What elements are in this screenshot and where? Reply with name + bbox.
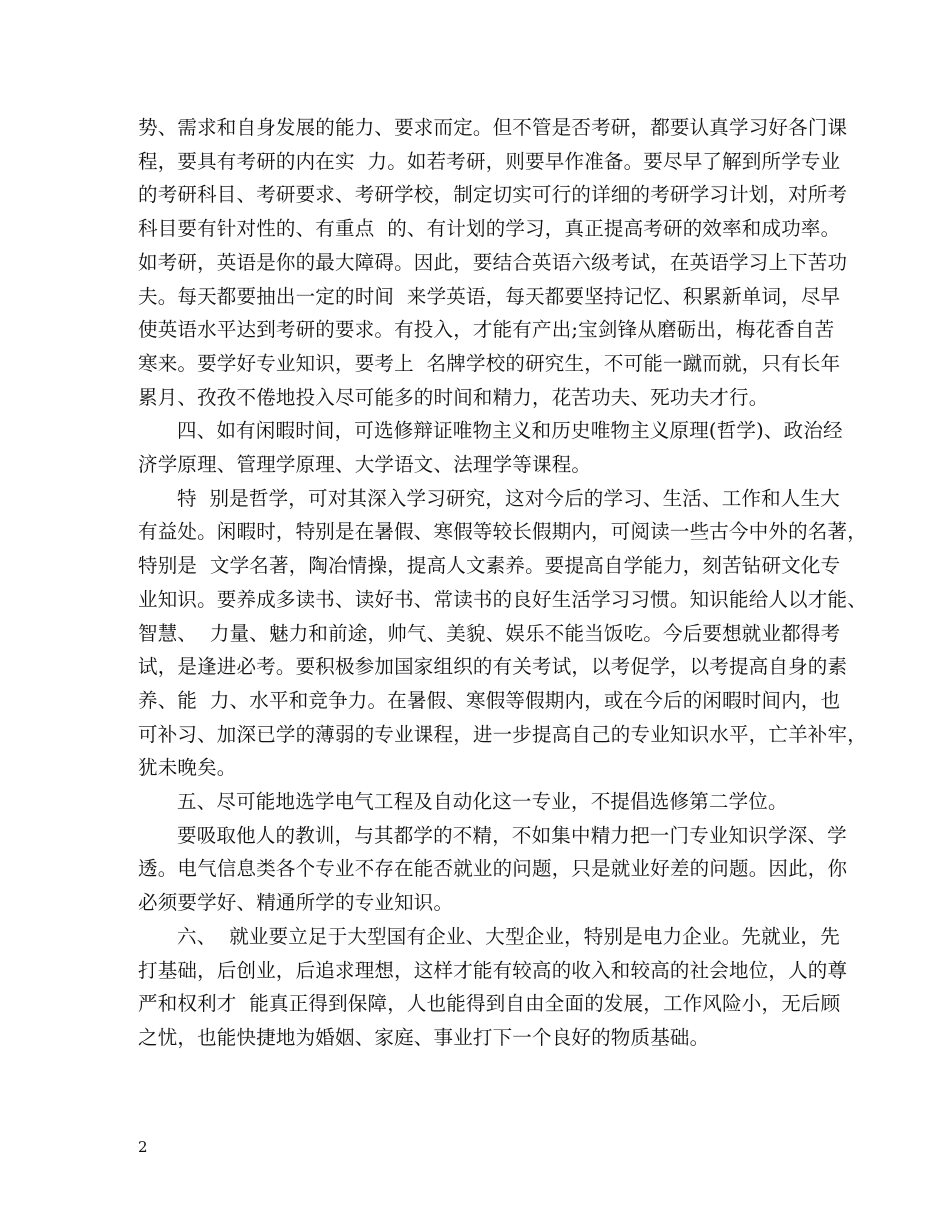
text-line: 特别是 文学名著，陶冶情操，提高人文素养。要提高自学能力，刻苦钻研文化专 [138, 554, 841, 578]
text-line: 六、 就业要立足于大型国有企业、大型企业，特别是电力企业。先就业，先 [177, 924, 840, 948]
text-line: 有益处。闲暇时，特别是在暑假、寒假等较长假期内，可阅读一些古今中外的名著， [138, 520, 867, 544]
page-number: 2 [138, 1138, 148, 1156]
text-line: 累月、孜孜不倦地投入尽可能多的时间和精力，花苦功夫、死功夫才行。 [138, 385, 769, 409]
text-line: 透。电气信息类各个专业不存在能否就业的问题，只是就业好差的问题。因此，你 [138, 857, 848, 881]
text-line: 必须要学好、精通所学的专业知识。 [138, 891, 454, 915]
text-line: 科目要有针对性的、有重点 的、有计划的学习，真正提高考研的效率和成功率。 [138, 217, 841, 241]
text-line: 如考研，英语是你的最大障碍。因此，要结合英语六级考试，在英语学习上下苦功 [138, 250, 848, 274]
text-line: 夫。每天都要抽出一定的时间 来学英语，每天都要坚持记忆、积累新单词，尽早 [138, 284, 841, 308]
text-line: 严和权利才 能真正得到保障，人也能得到自由全面的发展，工作风险小，无后顾 [138, 992, 841, 1016]
text-line: 特 别是哲学，可对其深入学习研究，这对今后的学习、生活、工作和人生大 [177, 486, 840, 510]
text-line: 试，是逢进必考。要积极参加国家组织的有关考试，以考促学，以考提高自身的素 [138, 655, 848, 679]
text-line: 寒来。要学好专业知识，要考上 名牌学校的研究生，不可能一蹴而就，只有长年 [138, 351, 841, 375]
text-line: 济学原理、管理学原理、大学语文、法理学等课程。 [138, 453, 592, 476]
text-line: 势、需求和自身发展的能力、要求而定。但不管是否考研，都要认真学习好各门课 [138, 116, 848, 139]
text-line: 业知识。要养成多读书、读好书、常读书的良好生活学习习惯。知识能给人以才能、 [138, 587, 867, 611]
text-line: 四、如有闲暇时间，可选修辩证唯物主义和历史唯物主义原理(哲学)、政治经 [177, 419, 843, 443]
text-line: 五、尽可能地选学电气工程及自动化这一专业，不提倡选修第二学位。 [177, 790, 788, 813]
text-line: 犹未晚矣。 [138, 756, 237, 780]
text-line: 养、能 力、水平和竞争力。在暑假、寒假等假期内，或在今后的闲暇时间内，也 [138, 688, 841, 712]
text-line: 智慧、 力量、魅力和前途，帅气、美貌、娱乐不能当饭吃。今后要想就业都得考 [138, 621, 841, 645]
text-line: 使英语水平达到考研的要求。有投入，才能有产出;宝剑锋从磨砺出，梅花香自苦 [138, 318, 835, 342]
text-line: 程，要具有考研的内在实 力。如若考研，则要早作准备。要尽早了解到所学专业 [138, 149, 841, 173]
text-line: 可补习、加深已学的薄弱的专业课程，进一步提高自己的专业知识水平，亡羊补牢， [138, 722, 867, 746]
text-line: 打基础，后创业，后追求理想，这样才能有较高的收入和较高的社会地位，人的尊 [138, 958, 848, 982]
text-line: 之忧，也能快捷地为婚姻、家庭、事业打下一个良好的物质基础。 [138, 1025, 710, 1049]
text-line: 的考研科目、考研要求、考研学校，制定切实可行的详细的考研学习计划，对所考 [138, 183, 848, 207]
text-line: 要吸取他人的教训，与其都学的不精，不如集中精力把一门专业知识学深、学 [177, 823, 847, 847]
